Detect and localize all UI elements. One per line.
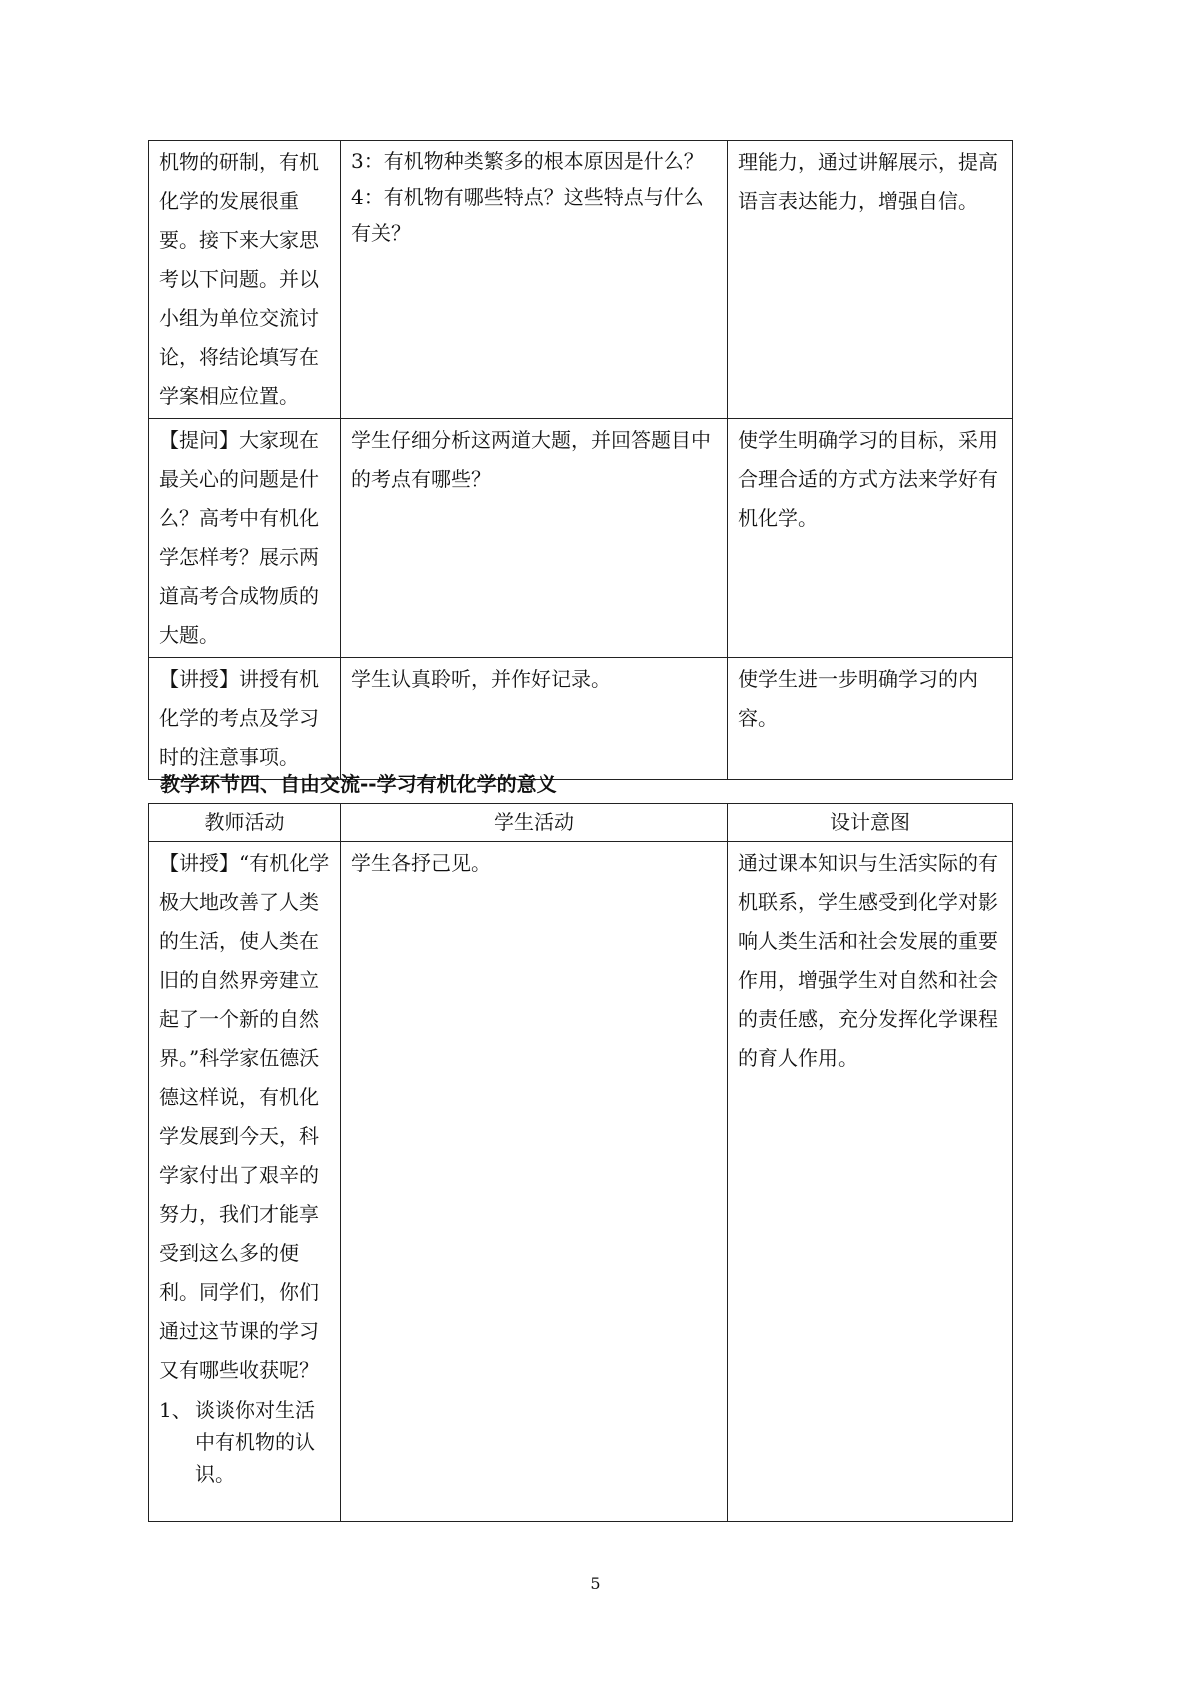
- lesson-table-section-four: [148, 803, 1013, 1522]
- table-row: [149, 419, 1013, 658]
- list-item: [159, 1394, 330, 1490]
- list-text: 谈谈你对生活中有机物的认识。: [195, 1398, 315, 1486]
- question-3: 3：有机物种类繁多的根本原因是什么？: [351, 149, 704, 173]
- header-design-intent: 设计意图: [728, 804, 1013, 842]
- design-intent-cell: 通过课本知识与生活实际的有机联系，学生感受到化学对影响人类生活和社会发展的重要作用，增强学生对自然和社会的责任感，充分发挥化学课程的育人作用。: [728, 842, 1013, 1522]
- student-activity-cell: 学生仔细分析这两道大题，并回答题目中的考点有哪些？: [341, 419, 728, 658]
- section-title: 教学环节四、自由交流--学习有机化学的意义: [160, 772, 557, 796]
- header-teacher-activity: 教师活动: [149, 804, 341, 842]
- teacher-activity-cell: 【提问】大家现在最关心的问题是什么？高考中有机化学怎样考？展示两道高考合成物质的大题。: [149, 419, 341, 658]
- list-number: 1、: [159, 1398, 192, 1422]
- teacher-activity-cell: 机物的研制，有机化学的发展很重要。接下来大家思考以下问题。并以小组为单位交流讨论，将结论填写在学案相应位置。: [149, 141, 341, 419]
- design-intent-cell: 使学生明确学习的目标，采用合理合适的方式方法来学好有机化学。: [728, 419, 1013, 658]
- teacher-lecture-text: 【讲授】“有机化学极大地改善了人类的生活，使人类在旧的自然界旁建立起了一个新的自然界。”科学家伍德沃德这样说，有机化学发展到今天，科学家付出了艰辛的努力，我们才能享受到这么多的便利。同学们，你们通过这节课的学习又有哪些收获呢？: [159, 851, 330, 1382]
- table-header-row: [149, 804, 1013, 842]
- table-row: [149, 842, 1013, 1522]
- header-student-activity: 学生活动: [341, 804, 728, 842]
- table-row: [149, 658, 1013, 780]
- page-number: 5: [590, 1574, 601, 1593]
- table-row: [149, 141, 1013, 419]
- student-activity-cell: 学生认真聆听，并作好记录。: [341, 658, 728, 780]
- student-activity-cell: 学生各抒己见。: [341, 842, 728, 1522]
- design-intent-cell: 理能力，通过讲解展示，提高语言表达能力，增强自信。: [728, 141, 1013, 419]
- teacher-activity-cell: 【讲授】讲授有机化学的考点及学习时的注意事项。: [149, 658, 341, 780]
- lesson-table-continued: [148, 140, 1013, 780]
- teacher-activity-cell: [149, 842, 341, 1522]
- student-activity-cell: [341, 141, 728, 419]
- design-intent-cell: 使学生进一步明确学习的内容。: [728, 658, 1013, 780]
- question-4: 4：有机物有哪些特点？这些特点与什么有关？: [351, 185, 704, 245]
